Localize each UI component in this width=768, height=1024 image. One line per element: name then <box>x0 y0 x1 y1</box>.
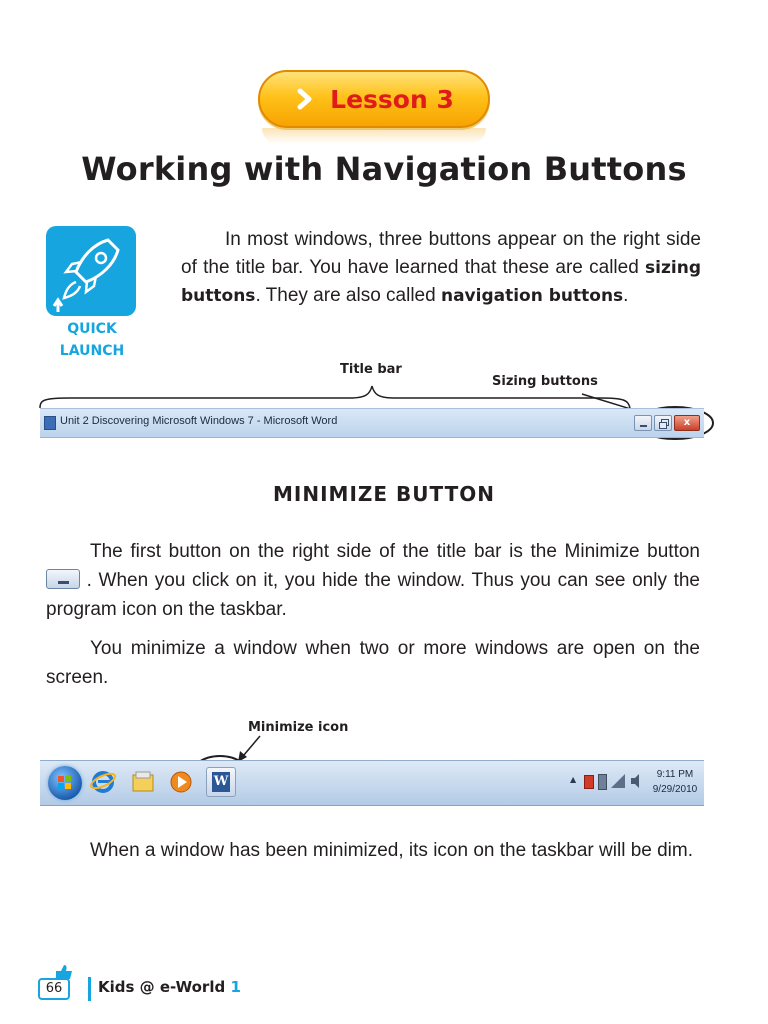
intro-text-3: . <box>623 285 629 306</box>
start-button[interactable] <box>48 766 82 800</box>
title-bar-annotation: Title bar <box>340 362 402 377</box>
clock-time: 9:11 PM <box>656 769 694 780</box>
file-explorer-icon[interactable] <box>130 769 156 795</box>
footer-book-title <box>98 978 241 996</box>
para2-text: You minimize a window when two or more windows are open on the screen. <box>46 638 700 688</box>
flag-tray-icon[interactable] <box>584 775 594 789</box>
restore-button[interactable] <box>654 415 672 431</box>
intro-paragraph <box>181 226 701 310</box>
multi-window-paragraph <box>46 634 700 692</box>
sizing-buttons-annotation: Sizing buttons <box>492 374 598 389</box>
footer-book-name: Kids @ e-World <box>98 978 226 996</box>
chevron-right-icon <box>294 88 316 110</box>
volume-tray-icon[interactable] <box>630 773 644 789</box>
word-taskbar-button[interactable] <box>206 767 236 797</box>
show-hidden-icons-arrow[interactable]: ▲ <box>570 775 577 784</box>
lesson-label: Lesson 3 <box>330 84 454 114</box>
word-document-icon <box>44 416 56 430</box>
minimize-icon-annotation: Minimize icon <box>248 720 349 735</box>
term-navigation-buttons: navigation buttons <box>440 286 624 306</box>
quick-launch-label <box>34 318 150 362</box>
section-heading: MINIMIZE BUTTON <box>273 482 495 506</box>
para1-text-2: . When you click on it, you hide the window. Thus you can see only the program icon on the taskbar. <box>46 570 700 620</box>
windows-taskbar <box>40 760 704 806</box>
page-title: Working with Navigation Buttons <box>81 150 687 188</box>
dim-icon-paragraph <box>46 836 700 865</box>
minimize-paragraph <box>46 537 700 624</box>
term-sizing-buttons: sizing buttons <box>181 258 701 306</box>
word-icon: W <box>212 772 230 792</box>
clock-date: 9/29/2010 <box>652 784 698 795</box>
intro-text-2: . They are also called <box>255 285 441 306</box>
system-clock[interactable] <box>650 767 700 797</box>
network-tray-icon[interactable] <box>610 773 626 789</box>
window-title-bar <box>40 408 704 438</box>
lesson-badge <box>258 70 490 128</box>
page-number: 66 <box>38 978 70 1000</box>
para3-text: When a window has been minimized, its icon on the taskbar will be dim. <box>90 840 694 861</box>
window-title-text: Unit 2 Discovering Microsoft Windows 7 - Microsoft Word <box>60 415 338 427</box>
quick-launch-line1: QUICK <box>67 321 117 337</box>
intro-text-1: In most windows, three buttons appear on the right side of the title bar. You have learned that these are called <box>181 229 701 278</box>
lesson-pill-reflection <box>262 128 486 144</box>
quick-launch-line2: LAUNCH <box>59 343 125 359</box>
minimize-button-illustration <box>46 569 80 589</box>
media-player-icon[interactable] <box>168 769 194 795</box>
para1-text-1: The first button on the right side of the title bar is the Minimize button <box>90 541 700 562</box>
battery-tray-icon[interactable] <box>598 774 607 790</box>
close-button[interactable]: x <box>674 415 700 431</box>
footer-volume: 1 <box>230 978 241 996</box>
rocket-icon <box>46 226 136 316</box>
minimize-button[interactable] <box>634 415 652 431</box>
internet-explorer-icon[interactable] <box>90 769 116 795</box>
footer-divider <box>88 977 91 1001</box>
